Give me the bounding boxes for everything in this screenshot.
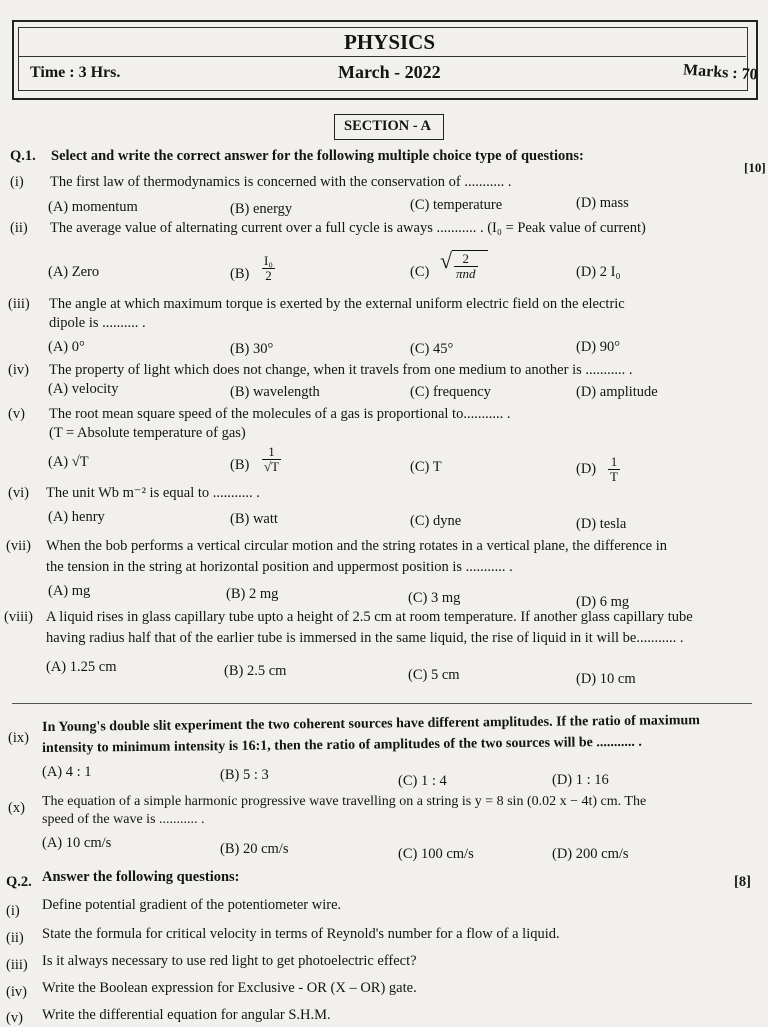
q1-ii-num: (ii) xyxy=(10,220,28,236)
q1-ix-opt-b: (B) 5 : 3 xyxy=(220,767,269,783)
q1-x-text2: speed of the wave is ........... . xyxy=(42,812,205,827)
exam-marks: Marks : 70 xyxy=(682,61,759,84)
q1-ii-root-c xyxy=(454,252,478,281)
q1-iv-opt-b: (B) wavelength xyxy=(230,384,320,400)
q1-ii-opt-c: (C) xyxy=(410,264,430,280)
q1-x-text: The equation of a simple harmonic progressive wave travelling on a string is y = 8 sin (0.02 x − 4t) cm. The xyxy=(42,794,647,809)
q2-ii-num: (ii) xyxy=(6,930,24,946)
q1-x-opt-c: (C) 100 cm/s xyxy=(398,846,474,862)
section-title: SECTION - A xyxy=(344,118,432,134)
q1-vi-opt-d: (D) tesla xyxy=(576,516,627,532)
q1-iv-num: (iv) xyxy=(8,362,29,378)
q1-v-frac-d-num: 1 xyxy=(608,455,620,470)
q1-iii-opt-d: (D) 90° xyxy=(576,339,621,355)
q1-iii-text: The angle at which maximum torque is exerted by the external uniform electric field on the electric xyxy=(49,296,625,312)
q1-vii-text2: the tension in the string at horizontal position and uppermost position is ........... . xyxy=(46,559,513,575)
q1-ii-root-c-num: 2 xyxy=(454,252,478,267)
q1-iii-opt-b: (B) 30° xyxy=(230,341,274,357)
q1-i-text: The first law of thermodynamics is concerned with the conservation of ........... . xyxy=(50,174,512,190)
q1-vii-opt-b: (B) 2 mg xyxy=(226,586,279,602)
header-divider xyxy=(18,56,746,57)
q1-v-frac-d xyxy=(608,455,620,484)
q1-ix-num: (ix) xyxy=(8,730,29,746)
q1-i-opt-a: (A) momentum xyxy=(48,199,138,215)
sqrt-symbol: √ xyxy=(440,248,453,273)
q1-v-text: The root mean square speed of the molecules of a gas is proportional to........... . xyxy=(49,406,511,422)
q1-viii-text: A liquid rises in glass capillary tube upto a height of 2.5 cm at room temperature. If another glass capillary tube xyxy=(46,609,693,625)
q1-ix-text2: intensity to minimum intensity is 16:1, then the ratio of amplitudes of the two sources will be ........... . xyxy=(42,734,642,756)
q2-i-text: Define potential gradient of the potentiometer wire. xyxy=(42,897,342,913)
q1-v-opt-c: (C) T xyxy=(410,459,442,475)
q1-ii-opt-d: (D) 2 I₀ xyxy=(576,264,621,280)
q1-vii-opt-a: (A) mg xyxy=(48,583,91,599)
q1-ix-opt-a: (A) 4 : 1 xyxy=(42,764,92,780)
exam-time: Time : 3 Hrs. xyxy=(30,64,121,81)
q1-i-opt-c: (C) temperature xyxy=(410,197,503,213)
sqrt-bar xyxy=(452,250,488,251)
q1-instruction: Select and write the correct answer for the following multiple choice type of questions: xyxy=(51,148,584,164)
q1-vi-opt-a: (A) henry xyxy=(48,509,105,525)
q2-iv-num: (iv) xyxy=(6,984,27,1000)
q1-vii-num: (vii) xyxy=(6,538,31,554)
q1-iv-opt-c: (C) frequency xyxy=(410,384,491,400)
q1-ii-opt-a: (A) Zero xyxy=(48,264,100,280)
q1-v-frac-b xyxy=(262,445,281,474)
q1-ii-frac-b-num: I₀ xyxy=(264,253,273,268)
q1-v-opt-d: (D) xyxy=(576,461,597,477)
q1-ii-text: The average value of alternating current over a full cycle is aways ........... . (I₀ = Peak value of current) xyxy=(50,220,646,236)
q1-vi-num: (vi) xyxy=(8,485,29,501)
q1-viii-text2: having radius half that of the earlier tube is immersed in the same liquid, the rise of liquid in it will be........... . xyxy=(46,630,684,646)
q2-i-num: (i) xyxy=(6,903,20,919)
q1-ix-text: In Young's double slit experiment the two coherent sources have different amplitudes. If the ratio of maximum xyxy=(42,713,700,735)
subject-title: PHYSICS xyxy=(344,30,436,54)
q1-marks: [10] xyxy=(744,160,766,175)
q1-ii-opt-b: (B) xyxy=(230,266,250,282)
q1-x-opt-d: (D) 200 cm/s xyxy=(552,846,629,862)
q2-v-text: Write the differential equation for angular S.H.M. xyxy=(42,1007,331,1023)
q1-v-frac-d-den: T xyxy=(610,469,618,484)
page-fold-line xyxy=(12,703,752,704)
q1-ix-opt-c: (C) 1 : 4 xyxy=(398,773,447,789)
q1-number: Q.1. xyxy=(10,148,36,164)
q1-x-opt-a: (A) 10 cm/s xyxy=(42,835,112,851)
q1-viii-opt-d: (D) 10 cm xyxy=(576,671,636,687)
q1-iii-text2: dipole is .......... . xyxy=(49,315,146,331)
exam-date: March - 2022 xyxy=(338,62,441,82)
q1-iii-opt-c: (C) 45° xyxy=(410,341,454,357)
q2-number: Q.2. xyxy=(6,874,32,890)
q1-vii-opt-d: (D) 6 mg xyxy=(576,594,630,610)
q1-vii-text: When the bob performs a vertical circular motion and the string rotates in a vertical plane, the difference in xyxy=(46,538,667,554)
q1-ii-root-c-den: πnd xyxy=(456,266,476,281)
q1-x-num: (x) xyxy=(8,800,25,816)
q1-i-opt-b: (B) energy xyxy=(230,201,293,217)
q1-x-opt-b: (B) 20 cm/s xyxy=(220,841,289,857)
q1-vi-opt-b: (B) watt xyxy=(230,511,278,527)
q1-vii-opt-c: (C) 3 mg xyxy=(408,590,461,606)
q1-iv-text: The property of light which does not change, when it travels from one medium to another is ........... . xyxy=(49,362,633,378)
q1-ii-frac-b-den: 2 xyxy=(265,268,272,283)
q1-v-num: (v) xyxy=(8,406,25,422)
q1-viii-opt-b: (B) 2.5 cm xyxy=(224,663,287,679)
q2-iii-num: (iii) xyxy=(6,957,28,973)
q1-viii-opt-a: (A) 1.25 cm xyxy=(46,659,117,675)
q1-v-frac-b-den: √T xyxy=(264,459,280,474)
q1-v-frac-b-num: 1 xyxy=(262,445,281,460)
q1-viii-num: (viii) xyxy=(4,609,33,625)
q1-vi-opt-c: (C) dyne xyxy=(410,513,462,529)
q2-v-num: (v) xyxy=(6,1010,23,1026)
q1-iii-opt-a: (A) 0° xyxy=(48,339,85,355)
q1-iv-opt-d: (D) amplitude xyxy=(576,384,658,400)
q1-ii-frac-b xyxy=(262,254,275,283)
q2-marks: [8] xyxy=(734,874,751,890)
q1-ix-opt-d: (D) 1 : 16 xyxy=(552,772,609,788)
q1-iv-opt-a: (A) velocity xyxy=(48,381,119,397)
q1-i-num: (i) xyxy=(10,174,24,190)
q1-v-opt-a: (A) √T xyxy=(48,454,89,470)
q1-i-opt-d: (D) mass xyxy=(576,195,629,211)
q1-vi-text: The unit Wb m⁻² is equal to ........... . xyxy=(46,485,260,501)
q2-iv-text: Write the Boolean expression for Exclusive - OR (X – OR) gate. xyxy=(42,980,417,996)
q1-viii-opt-c: (C) 5 cm xyxy=(408,667,460,683)
q1-v-text2: (T = Absolute temperature of gas) xyxy=(49,425,246,441)
q2-iii-text: Is it always necessary to use red light to get photoelectric effect? xyxy=(42,953,417,969)
q2-instruction: Answer the following questions: xyxy=(42,869,240,885)
q2-ii-text: State the formula for critical velocity in terms of Reynold's number for a flow of a liquid. xyxy=(42,926,560,942)
q1-v-opt-b: (B) xyxy=(230,457,250,473)
q1-iii-num: (iii) xyxy=(8,296,30,312)
